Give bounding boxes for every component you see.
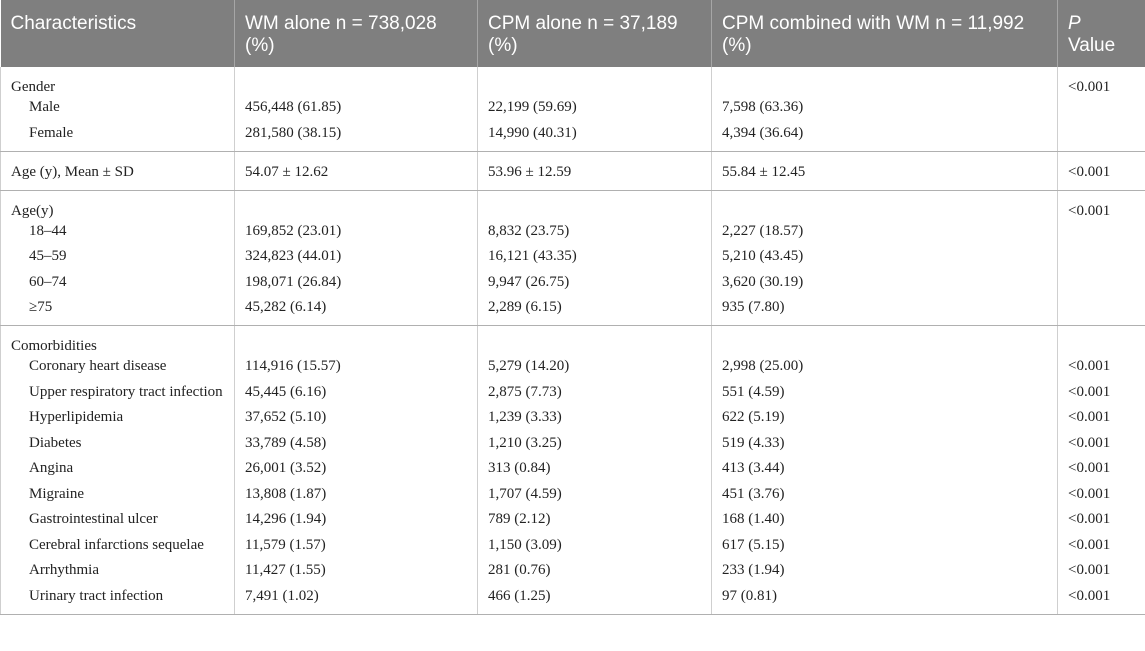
cell-combined: 7,598 (63.36) [712, 97, 1058, 123]
row-label: 18–44 [1, 221, 235, 247]
row-label: ≥75 [1, 297, 235, 326]
cell-combined: 935 (7.80) [712, 297, 1058, 326]
row-label: Cerebral infarctions sequelae [1, 535, 235, 561]
table-row [1, 509, 1145, 535]
row-label: Gender [1, 67, 235, 97]
table-row [1, 297, 1145, 326]
cell-cpm: 8,832 (23.75) [478, 221, 712, 247]
header-p-rest: Value [1068, 35, 1116, 56]
cell-cpm: 14,990 (40.31) [478, 123, 712, 152]
cell-p [1058, 326, 1145, 357]
header-cpm-combined: CPM combined with WM n = 11,992 (%) [712, 0, 1058, 67]
cell-combined [712, 190, 1058, 221]
table-row [1, 560, 1145, 586]
cell-p [1058, 221, 1145, 247]
row-label: Urinary tract infection [1, 586, 235, 615]
table-row [1, 586, 1145, 615]
cell-cpm: 313 (0.84) [478, 458, 712, 484]
row-label: Migraine [1, 484, 235, 510]
cell-cpm: 1,150 (3.09) [478, 535, 712, 561]
cell-combined: 233 (1.94) [712, 560, 1058, 586]
header-characteristics: Characteristics [1, 0, 235, 67]
cell-combined [712, 67, 1058, 97]
cell-p: <0.001 [1058, 433, 1145, 459]
cell-combined: 413 (3.44) [712, 458, 1058, 484]
cell-p: <0.001 [1058, 484, 1145, 510]
cell-wm: 11,427 (1.55) [235, 560, 478, 586]
cell-wm [235, 326, 478, 357]
table-row [1, 67, 1145, 97]
cell-wm: 281,580 (38.15) [235, 123, 478, 152]
table-row [1, 326, 1145, 357]
row-label: Coronary heart disease [1, 356, 235, 382]
cell-p: <0.001 [1058, 458, 1145, 484]
table-row [1, 382, 1145, 408]
cell-wm: 13,808 (1.87) [235, 484, 478, 510]
cell-cpm: 22,199 (59.69) [478, 97, 712, 123]
cell-cpm [478, 190, 712, 221]
cell-cpm: 466 (1.25) [478, 586, 712, 615]
cell-wm: 324,823 (44.01) [235, 246, 478, 272]
cell-combined: 622 (5.19) [712, 407, 1058, 433]
table-row [1, 272, 1145, 298]
cell-combined: 617 (5.15) [712, 535, 1058, 561]
cell-wm: 26,001 (3.52) [235, 458, 478, 484]
row-label: Age(y) [1, 190, 235, 221]
table-row [1, 458, 1145, 484]
cell-combined: 55.84 ± 12.45 [712, 151, 1058, 190]
cell-combined: 5,210 (43.45) [712, 246, 1058, 272]
cell-p: <0.001 [1058, 586, 1145, 615]
table-row [1, 97, 1145, 123]
cell-wm: 456,448 (61.85) [235, 97, 478, 123]
cell-p: <0.001 [1058, 356, 1145, 382]
cell-cpm: 5,279 (14.20) [478, 356, 712, 382]
cell-cpm: 2,289 (6.15) [478, 297, 712, 326]
table-row [1, 190, 1145, 221]
cell-p [1058, 97, 1145, 123]
cell-wm: 33,789 (4.58) [235, 433, 478, 459]
cell-cpm: 16,121 (43.35) [478, 246, 712, 272]
table-row [1, 407, 1145, 433]
cell-wm [235, 67, 478, 97]
row-label: 60–74 [1, 272, 235, 298]
cell-cpm: 9,947 (26.75) [478, 272, 712, 298]
cell-combined: 168 (1.40) [712, 509, 1058, 535]
cell-combined [712, 326, 1058, 357]
cell-combined: 451 (3.76) [712, 484, 1058, 510]
table-row [1, 484, 1145, 510]
row-label: Comorbidities [1, 326, 235, 357]
row-label: Hyperlipidemia [1, 407, 235, 433]
cell-p [1058, 246, 1145, 272]
cell-p: <0.001 [1058, 67, 1145, 97]
cell-cpm [478, 326, 712, 357]
table-row [1, 151, 1145, 190]
cell-combined: 2,227 (18.57) [712, 221, 1058, 247]
table-row [1, 246, 1145, 272]
table-row [1, 356, 1145, 382]
row-label: Gastrointestinal ulcer [1, 509, 235, 535]
cell-cpm: 789 (2.12) [478, 509, 712, 535]
cell-p: <0.001 [1058, 407, 1145, 433]
cell-cpm: 53.96 ± 12.59 [478, 151, 712, 190]
cell-wm: 11,579 (1.57) [235, 535, 478, 561]
cell-p: <0.001 [1058, 190, 1145, 221]
table-header [1, 0, 1145, 67]
cell-p: <0.001 [1058, 535, 1145, 561]
row-label: Male [1, 97, 235, 123]
cell-wm: 169,852 (23.01) [235, 221, 478, 247]
cell-p: <0.001 [1058, 151, 1145, 190]
cell-wm: 37,652 (5.10) [235, 407, 478, 433]
cell-wm: 45,282 (6.14) [235, 297, 478, 326]
row-label: Angina [1, 458, 235, 484]
row-label: 45–59 [1, 246, 235, 272]
cell-combined: 3,620 (30.19) [712, 272, 1058, 298]
table-row [1, 221, 1145, 247]
cell-combined: 551 (4.59) [712, 382, 1058, 408]
row-label: Arrhythmia [1, 560, 235, 586]
cell-wm: 45,445 (6.16) [235, 382, 478, 408]
cell-cpm [478, 67, 712, 97]
cell-cpm: 1,239 (3.33) [478, 407, 712, 433]
cell-p [1058, 272, 1145, 298]
cell-combined: 97 (0.81) [712, 586, 1058, 615]
row-label: Female [1, 123, 235, 152]
cell-combined: 519 (4.33) [712, 433, 1058, 459]
row-label: Diabetes [1, 433, 235, 459]
cell-wm: 54.07 ± 12.62 [235, 151, 478, 190]
table-row [1, 433, 1145, 459]
cell-p: <0.001 [1058, 509, 1145, 535]
row-label: Upper respiratory tract infection [1, 382, 235, 408]
cell-p: <0.001 [1058, 382, 1145, 408]
cell-p: <0.001 [1058, 560, 1145, 586]
header-wm-alone: WM alone n = 738,028 (%) [235, 0, 478, 67]
cell-p [1058, 123, 1145, 152]
row-label: Age (y), Mean ± SD [1, 151, 235, 190]
cell-wm: 198,071 (26.84) [235, 272, 478, 298]
cell-combined: 2,998 (25.00) [712, 356, 1058, 382]
header-cpm-alone: CPM alone n = 37,189 (%) [478, 0, 712, 67]
table-row [1, 123, 1145, 152]
cell-wm: 7,491 (1.02) [235, 586, 478, 615]
cell-combined: 4,394 (36.64) [712, 123, 1058, 152]
cell-cpm: 2,875 (7.73) [478, 382, 712, 408]
cell-wm [235, 190, 478, 221]
cell-cpm: 281 (0.76) [478, 560, 712, 586]
header-p-letter: P [1068, 13, 1081, 34]
cell-cpm: 1,210 (3.25) [478, 433, 712, 459]
cell-wm: 114,916 (15.57) [235, 356, 478, 382]
cell-cpm: 1,707 (4.59) [478, 484, 712, 510]
header-p-value [1058, 0, 1145, 67]
cell-p [1058, 297, 1145, 326]
cell-wm: 14,296 (1.94) [235, 509, 478, 535]
table-row [1, 535, 1145, 561]
